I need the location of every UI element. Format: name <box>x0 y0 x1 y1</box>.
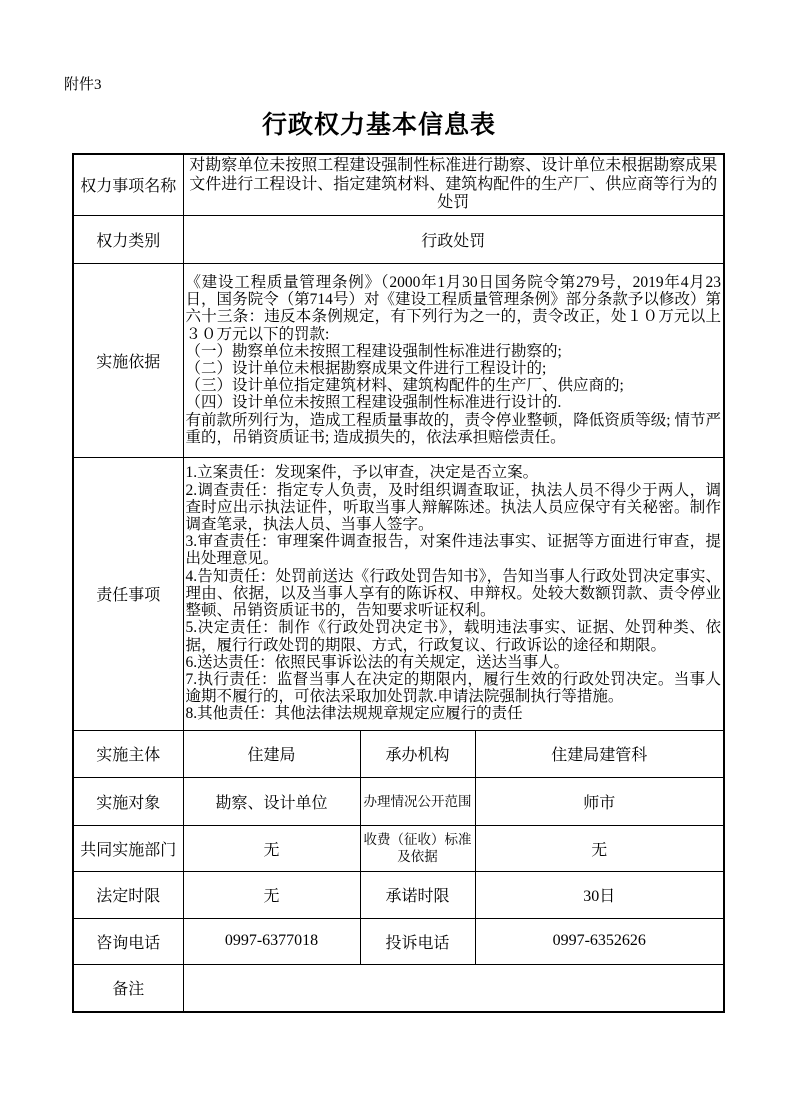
joint-departments-value: 无 <box>183 825 360 871</box>
duty-paragraph: 6.送达责任：依照民事诉讼法的有关规定，送达当事人。 <box>185 653 570 671</box>
power-item-label: 权力事项名称 <box>73 154 183 215</box>
handling-agency-value: 住建局建管科 <box>475 730 724 777</box>
statutory-time-limit-value: 无 <box>183 871 360 918</box>
row-statutory-time-limit <box>73 871 724 918</box>
duty-paragraph: 3.审查责任：审理案件调查报告，对案件违法事实、证据等方面进行审查，提出处理意见。 <box>185 533 722 568</box>
handling-agency-label: 承办机构 <box>360 730 475 777</box>
complaint-phone-label: 投诉电话 <box>360 918 475 964</box>
implementation-basis-value <box>183 263 724 457</box>
row-implementation-target <box>73 777 724 825</box>
admin-power-info-table <box>72 153 725 1013</box>
duty-paragraph: 2.调查责任：指定专人负责，及时组织调查取证，执法人员不得少于两人，调查时应出示执法证件，听取当事人辩解陈述。执法人员应保守有关秘密。制作调查笔录，执法人员、当事人签字。 <box>185 481 722 534</box>
basis-paragraph: （四）设计单位未按照工程建设强制性标准进行设计的. <box>185 394 562 412</box>
basis-paragraph: （三）设计单位指定建筑材料、建筑构配件的生产厂、供应商的; <box>185 377 624 395</box>
implementing-body-value: 住建局 <box>183 730 360 777</box>
basis-paragraph: 有前款所列行为，造成工程质量事故的，责令停业整顿，降低资质等级; 情节严重的，吊销资质证书; 造成损失的，依法承担赔偿责任。 <box>185 411 722 446</box>
implementation-target-value: 勘察、设计单位 <box>183 777 360 825</box>
complaint-phone-value: 0997-6352626 <box>475 918 724 964</box>
statutory-time-limit-label: 法定时限 <box>73 871 183 918</box>
row-responsibilities <box>73 457 724 730</box>
row-remark <box>73 964 724 1012</box>
fee-standard-value: 无 <box>475 825 724 871</box>
row-joint-departments <box>73 825 724 871</box>
responsibilities-label: 责任事项 <box>73 457 183 730</box>
implementing-body-label: 实施主体 <box>73 730 183 777</box>
duty-paragraph: 1.立案责任：发现案件，予以审查，决定是否立案。 <box>185 464 539 482</box>
implementation-basis-label: 实施依据 <box>73 263 183 457</box>
row-implementation-basis <box>73 263 724 457</box>
power-category-label: 权力类别 <box>73 215 183 263</box>
fee-standard-label: 收费（征收）标准及依据 <box>360 825 475 871</box>
disclosure-scope-value: 师市 <box>475 777 724 825</box>
attachment-label: 附件3 <box>64 77 102 93</box>
row-power-category <box>73 215 724 263</box>
responsibilities-value <box>183 457 724 730</box>
row-power-item <box>73 154 724 215</box>
power-category-value: 行政处罚 <box>183 215 724 263</box>
duty-paragraph: 8.其他责任：其他法律法规规章规定应履行的责任 <box>185 705 523 723</box>
row-implementing-body <box>73 730 724 777</box>
joint-departments-label: 共同实施部门 <box>73 825 183 871</box>
implementation-target-label: 实施对象 <box>73 777 183 825</box>
consult-phone-label: 咨询电话 <box>73 918 183 964</box>
page-title: 行政权力基本信息表 <box>261 112 496 139</box>
consult-phone-value: 0997-6377018 <box>183 918 360 964</box>
basis-paragraph: 《建设工程质量管理条例》（2000年1月30日国务院令第279号，2019年4月23日，国务院令（第714号）对《建设工程质量管理条例》部分条款予以修改）第六十三条：违反本条例规定，有下列行为之一的，责令改正，处１０万元以上３０万元以下的罚款: <box>185 273 722 343</box>
power-item-value: 对勘察单位未按照工程建设强制性标准进行勘察、设计单位未根据勘察成果文件进行工程设计、指定建筑材料、建筑构配件的生产厂、供应商等行为的处罚 <box>183 154 724 215</box>
basis-paragraph: （二）设计单位未根据勘察成果文件进行工程设计的; <box>185 360 547 377</box>
duty-paragraph: 7.执行责任：监督当事人在决定的期限内，履行生效的行政处罚决定。当事人逾期不履行的，可依法采取加处罚款.申请法院强制执行等措施。 <box>185 670 722 706</box>
duty-paragraph: 5.决定责任：制作《行政处罚决定书》，载明违法事实、证据、处罚种类、依据，履行行政处罚的期限、方式，行政复议、行政诉讼的途径和期限。 <box>185 619 722 654</box>
remark-label: 备注 <box>73 964 183 1012</box>
remark-value <box>183 964 724 1012</box>
promised-time-limit-label: 承诺时限 <box>360 871 475 918</box>
basis-paragraph: （一）勘察单位未按照工程建设强制性标准进行勘察的; <box>185 342 562 360</box>
promised-time-limit-value: 30日 <box>475 871 724 918</box>
disclosure-scope-label: 办理情况公开范围 <box>360 777 475 825</box>
row-phones <box>73 918 724 964</box>
duty-paragraph: 4.告知责任：处罚前送达《行政处罚告知书》，告知当事人行政处罚决定事实、理由、依据，以及当事人享有的陈诉权、申辩权。处较大数额罚款、责令停业整顿、吊销资质证书的，告知要求听证权利。 <box>185 567 722 620</box>
